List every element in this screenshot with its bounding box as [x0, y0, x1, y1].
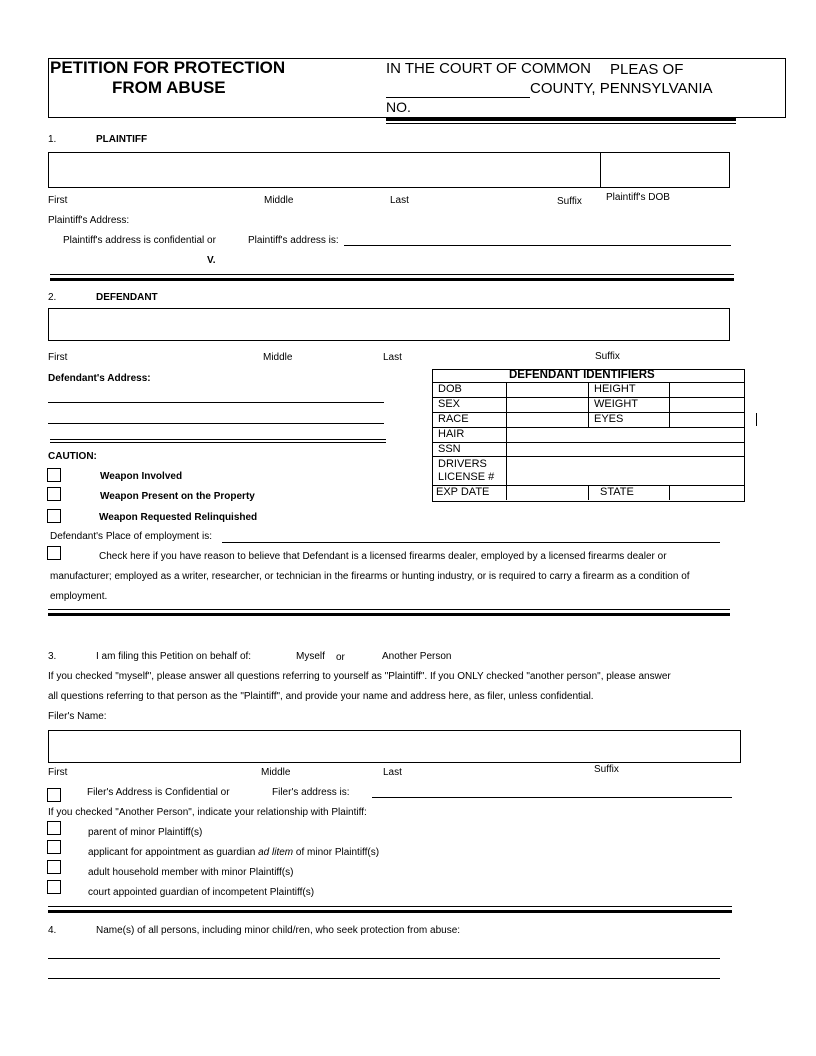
- id-col-line-b2: [588, 485, 589, 500]
- rel-guardian-label: [88, 847, 379, 858]
- plaintiff-suffix-label: Suffix: [557, 196, 582, 207]
- court-line1: IN THE COURT OF COMMON: [386, 60, 592, 77]
- filer-name-label: Filer's Name:: [48, 711, 107, 722]
- id-ssn-label: SSN: [438, 443, 461, 455]
- protected-line-2: [48, 978, 720, 979]
- protected-names-input-1[interactable]: [50, 944, 724, 958]
- rel-parent-checkbox[interactable]: [47, 821, 61, 835]
- firearms-checkbox[interactable]: [47, 546, 61, 560]
- id-dob-label: DOB: [438, 383, 462, 395]
- employment-label: Defendant's Place of employment is:: [50, 531, 212, 542]
- plaintiff-address-is-label: Plaintiff's address is:: [248, 235, 339, 246]
- filer-middle-label: Middle: [261, 767, 291, 778]
- court-line2: COUNTY, PENNSYLVANIA: [530, 80, 713, 97]
- filer-or-label: or: [336, 652, 345, 663]
- filer-another-option[interactable]: Another Person: [382, 651, 452, 662]
- rel-guardian-checkbox[interactable]: [47, 840, 61, 854]
- filer-name-input[interactable]: [50, 734, 738, 758]
- relationship-label: If you checked "Another Person", indicate your relationship with Plaintiff:: [48, 807, 367, 818]
- section3-divider-thin: [48, 906, 732, 907]
- county-input[interactable]: [386, 80, 534, 96]
- caution-label: CAUTION:: [48, 451, 97, 462]
- firearms-text-3: employment.: [50, 591, 108, 602]
- identifiers-title: DEFENDANT IDENTIFIERS: [509, 369, 655, 381]
- id-drivers-label-2: LICENSE #: [438, 471, 495, 483]
- section2-divider: [48, 613, 730, 616]
- id-col-line-b: [588, 382, 589, 427]
- id-col-line-a: [506, 382, 507, 500]
- plaintiff-address-input[interactable]: [345, 231, 733, 245]
- plaintiff-address-underline: [344, 245, 731, 246]
- rel-court-checkbox[interactable]: [47, 880, 61, 894]
- filer-address-input[interactable]: [374, 783, 734, 797]
- plaintiff-dob-input[interactable]: [603, 156, 731, 182]
- id-drivers-label-1: DRIVERS: [438, 458, 487, 470]
- plaintiff-first-label: First: [48, 195, 68, 206]
- firearms-text-2: manufacturer; employed as a writer, researcher, or technician in the firearms or hunting industry, or is required to carry a firearm as a condition of: [50, 571, 690, 582]
- court-no: NO.: [386, 99, 411, 115]
- defendant-address-divider-1: [50, 439, 386, 440]
- weapon-involved-label: Weapon Involved: [100, 471, 183, 482]
- id-col-line-c: [669, 382, 670, 427]
- plaintiff-last-label: Last: [390, 195, 409, 206]
- filer-address-is-label: Filer's address is:: [272, 787, 350, 798]
- defendant-number: 2.: [48, 292, 57, 303]
- defendant-address-input-2[interactable]: [50, 409, 388, 423]
- plaintiff-address-label: Plaintiff's Address:: [48, 215, 130, 226]
- rel-household-checkbox[interactable]: [47, 860, 61, 874]
- id-race-label: RACE: [438, 413, 469, 425]
- filer-myself-option[interactable]: Myself: [296, 651, 325, 662]
- defendant-address-divider-2: [50, 442, 386, 443]
- filer-confidential-checkbox[interactable]: [47, 788, 61, 802]
- id-state-label: STATE: [600, 486, 634, 498]
- id-exp-date-label: EXP DATE: [436, 486, 490, 498]
- rel-guardian-text-a: applicant for appointment as guardian: [88, 847, 259, 858]
- protected-line-1: [48, 958, 720, 959]
- id-row-line-5: [432, 456, 744, 457]
- id-row-line-3: [432, 427, 744, 428]
- defendant-heading: DEFENDANT: [96, 292, 158, 303]
- plaintiff-dob-divider: [600, 152, 601, 187]
- id-hair-label: HAIR: [438, 428, 465, 440]
- page-title-line1: PETITION FOR PROTECTION: [50, 58, 286, 77]
- weapon-relinquished-label: Weapon Requested Relinquished: [99, 512, 258, 523]
- header-divider-thin: [386, 123, 736, 124]
- defendant-address-input-1[interactable]: [50, 388, 388, 402]
- filer-first-label: First: [48, 767, 68, 778]
- filer-confidential-label: Filer's Address is Confidential or: [87, 787, 230, 798]
- section1-divider: [50, 278, 734, 281]
- filer-behalf-label: I am filing this Petition on behalf of:: [96, 651, 252, 662]
- protected-label: Name(s) of all persons, including minor child/ren, who seek protection from abuse:: [96, 925, 461, 936]
- defendant-address-line-2: [48, 423, 384, 424]
- plaintiff-dob-label: Plaintiff's DOB: [606, 192, 670, 203]
- stray-mark: [756, 413, 757, 426]
- plaintiff-name-input[interactable]: [50, 156, 603, 182]
- weapon-present-checkbox[interactable]: [47, 487, 61, 501]
- defendant-middle-label: Middle: [263, 352, 293, 363]
- plaintiff-confidential-label: Plaintiff's address is confidential or: [63, 235, 216, 246]
- plaintiff-number: 1.: [48, 134, 57, 145]
- id-height-label: HEIGHT: [594, 383, 636, 395]
- filer-instructions-2: all questions referring to that person as the "Plaintiff", and provide your name and address here, as filer, unless confidential.: [48, 691, 594, 702]
- protected-names-input-2[interactable]: [50, 964, 724, 978]
- section1-divider-thin: [50, 274, 734, 275]
- defendant-address-line-1: [48, 402, 384, 403]
- section2-divider-thin: [48, 609, 730, 610]
- id-col-line-c2: [669, 485, 670, 500]
- filer-last-label: Last: [383, 767, 402, 778]
- rel-guardian-text-b: of minor Plaintiff(s): [293, 847, 380, 858]
- weapon-relinquished-checkbox[interactable]: [47, 509, 61, 523]
- filer-instructions-1: If you checked "myself", please answer all questions referring to yourself as "Plaintiff". If you ONLY checked "another person", please answer: [48, 671, 671, 682]
- weapon-present-label: Weapon Present on the Property: [100, 491, 255, 502]
- id-row-line-4: [432, 442, 744, 443]
- employment-input[interactable]: [226, 528, 724, 542]
- plaintiff-heading: PLAINTIFF: [96, 134, 148, 145]
- county-underline: [386, 97, 530, 98]
- id-eyes-label: EYES: [594, 413, 624, 425]
- rel-parent-label: parent of minor Plaintiff(s): [88, 827, 203, 838]
- protected-number: 4.: [48, 925, 57, 936]
- defendant-suffix-label: Suffix: [595, 351, 620, 362]
- rel-household-label: adult household member with minor Plaintiff(s): [88, 867, 294, 878]
- filer-number: 3.: [48, 651, 57, 662]
- defendant-last-label: Last: [383, 352, 402, 363]
- header-divider: [386, 118, 736, 121]
- firearms-text-1: Check here if you have reason to believe that Defendant is a licensed firearms dealer, employed by a licensed firearms dealer or: [99, 551, 667, 562]
- filer-suffix-label: Suffix: [594, 764, 619, 775]
- section3-divider: [48, 910, 732, 913]
- docket-number-input[interactable]: [416, 100, 724, 114]
- defendant-name-input[interactable]: [50, 312, 728, 336]
- page-title-line2: FROM ABUSE: [112, 78, 226, 97]
- employment-underline: [222, 542, 720, 543]
- plaintiff-middle-label: Middle: [264, 195, 294, 206]
- versus-label: V.: [207, 255, 216, 266]
- filer-address-underline: [372, 797, 732, 798]
- defendant-first-label: First: [48, 352, 68, 363]
- rel-guardian-text-em: ad litem: [258, 847, 294, 858]
- defendant-address-label: Defendant's Address:: [48, 373, 151, 384]
- court-line1b: PLEAS OF: [610, 61, 684, 78]
- rel-court-label: court appointed guardian of incompetent Plaintiff(s): [88, 887, 315, 898]
- weapon-involved-checkbox[interactable]: [47, 468, 61, 482]
- id-weight-label: WEIGHT: [594, 398, 638, 410]
- id-sex-label: SEX: [438, 398, 461, 410]
